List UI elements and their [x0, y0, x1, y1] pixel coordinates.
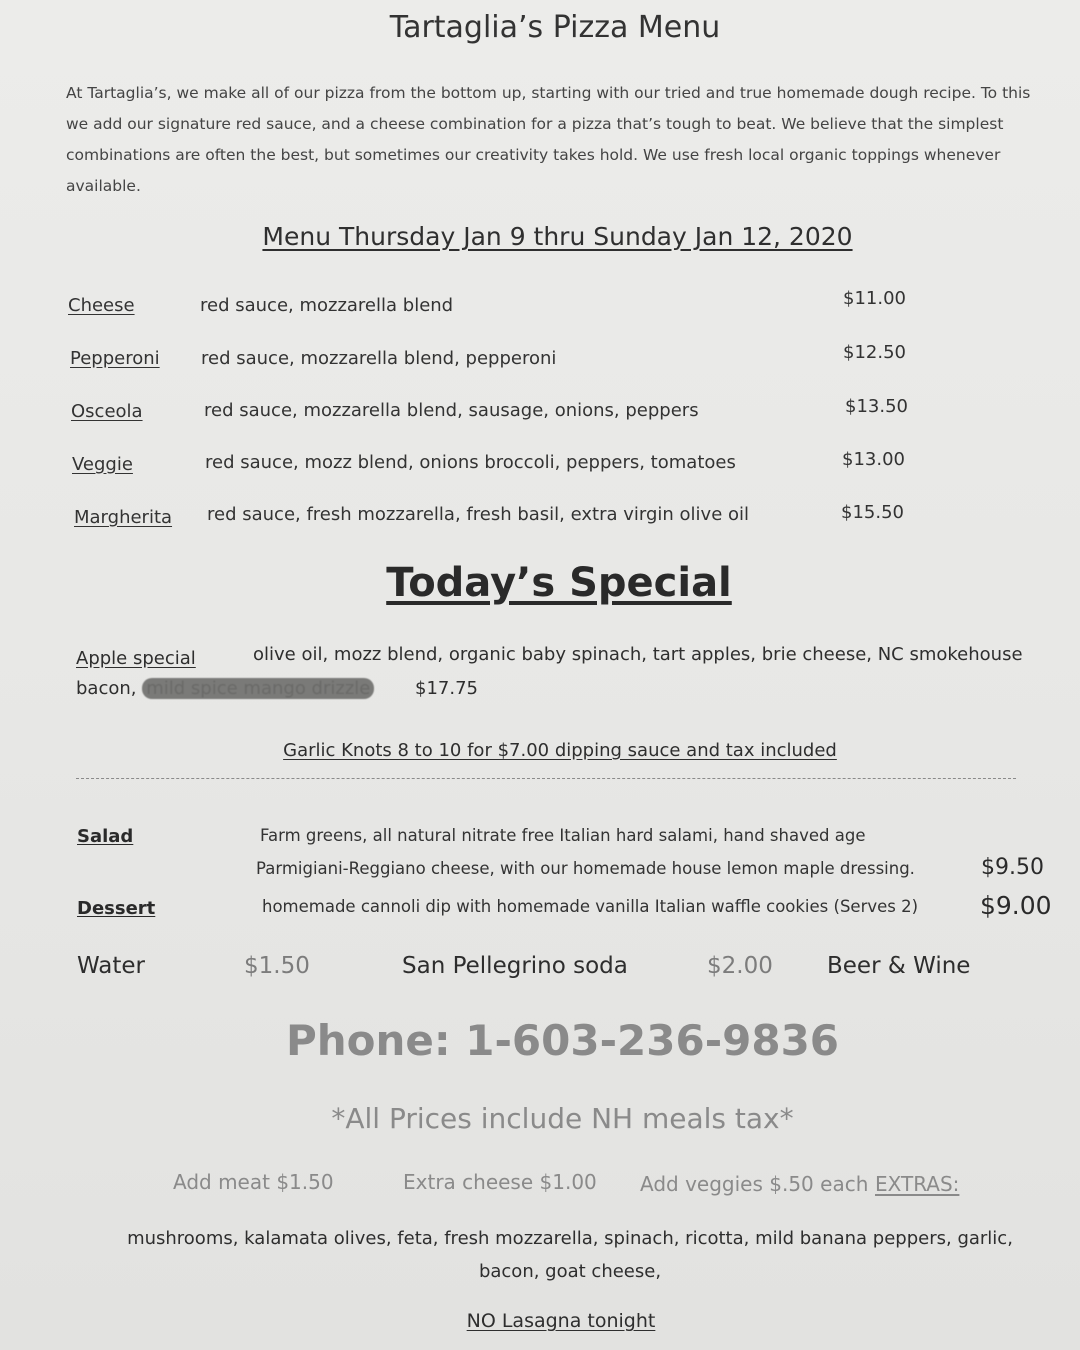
pizza-desc-veggie: red sauce, mozz blend, onions broccoli, peppers, tomatoes [205, 452, 736, 473]
extra-add-meat: Add meat $1.50 [173, 1170, 334, 1194]
salad-label: Salad [77, 826, 134, 847]
extras-list: mushrooms, kalamata olives, feta, fresh mozzarella, spinach, ricotta, mild banana peppers, garlic, bacon, goat cheese, [127, 1228, 1013, 1282]
pizza-desc-pepperoni: red sauce, mozzarella blend, pepperoni [201, 348, 557, 369]
no-lasagna-text: NO Lasagna tonight [466, 1310, 656, 1332]
pizza-price-margherita: $15.50 [841, 502, 904, 523]
phone-number: Phone: 1-603-236-9836 [285, 1016, 840, 1065]
drink-water-price: $1.50 [244, 953, 310, 979]
dessert-label: Dessert [77, 898, 156, 919]
menu-dates-heading [0, 222, 1080, 251]
pizza-name-osceola: Osceola [71, 401, 143, 422]
pizza-name-margherita: Margherita [74, 507, 173, 528]
special-heading [0, 560, 1080, 606]
salad-price: $9.50 [981, 855, 1044, 880]
salad-desc-line1: Farm greens, all natural nitrate free Italian hard salami, hand shaved age [260, 826, 866, 845]
special-desc-line2 [76, 678, 374, 699]
special-heading-text: Today’s Special [386, 560, 732, 606]
salad-desc-line2: Parmigiani-Reggiano cheese, with our homemade house lemon maple dressing. [256, 859, 915, 878]
extras-label: EXTRAS: [875, 1172, 960, 1196]
drink-water: Water [77, 953, 145, 979]
dashed-divider [76, 778, 1016, 779]
pizza-price-pepperoni: $12.50 [843, 342, 906, 363]
pizza-desc-osceola: red sauce, mozzarella blend, sausage, onions, peppers [204, 400, 699, 421]
pizza-name-veggie: Veggie [72, 454, 133, 475]
pizza-price-osceola: $13.50 [845, 396, 908, 417]
drink-soda: San Pellegrino soda [402, 953, 628, 979]
pizza-price-veggie: $13.00 [842, 449, 905, 470]
special-desc-line1: olive oil, mozz blend, organic baby spinach, tart apples, brie cheese, NC smokehouse [253, 644, 1023, 665]
extra-cheese: Extra cheese $1.00 [403, 1170, 597, 1194]
pizza-desc-cheese: red sauce, mozzarella blend [200, 295, 454, 316]
extra-add-veggies: Add veggies $.50 each [640, 1172, 869, 1196]
redacted-topping: mild spice mango drizzle [142, 678, 374, 699]
drink-beer-wine: Beer & Wine [827, 953, 971, 979]
pizza-name-pepperoni: Pepperoni [70, 348, 160, 369]
dessert-price: $9.00 [980, 891, 1052, 920]
pizza-price-cheese: $11.00 [843, 288, 906, 309]
intro-paragraph: At Tartaglia’s, we make all of our pizza from the bottom up, starting with our tried and true homemade dough recipe. To this we add our signature red sauce, and a cheese combination for a pizza that’s tough to beat. We believe that the simplest combinations are often the best, but sometimes our creativity takes hold. We use fresh local organic toppings whenever available. [66, 84, 1031, 195]
garlic-knots-text: Garlic Knots 8 to 10 for $7.00 dipping sauce and tax included [283, 740, 837, 761]
garlic-knots-line [0, 740, 1080, 761]
menu-dates-text: Menu Thursday Jan 9 thru Sunday Jan 12, 2020 [262, 222, 853, 251]
no-lasagna-notice [0, 1310, 1080, 1332]
special-desc-bacon: bacon, [76, 678, 137, 699]
menu-title: Tartaglia’s Pizza Menu [389, 10, 721, 45]
special-price: $17.75 [415, 678, 478, 699]
drink-soda-price: $2.00 [707, 953, 773, 979]
tax-note: *All Prices include NH meals tax* [331, 1102, 794, 1135]
pizza-name-cheese: Cheese [68, 295, 135, 316]
special-name: Apple special [76, 648, 196, 669]
dessert-desc: homemade cannoli dip with homemade vanilla Italian waffle cookies (Serves 2) [262, 897, 919, 916]
pizza-desc-margherita: red sauce, fresh mozzarella, fresh basil, extra virgin olive oil [207, 504, 750, 525]
